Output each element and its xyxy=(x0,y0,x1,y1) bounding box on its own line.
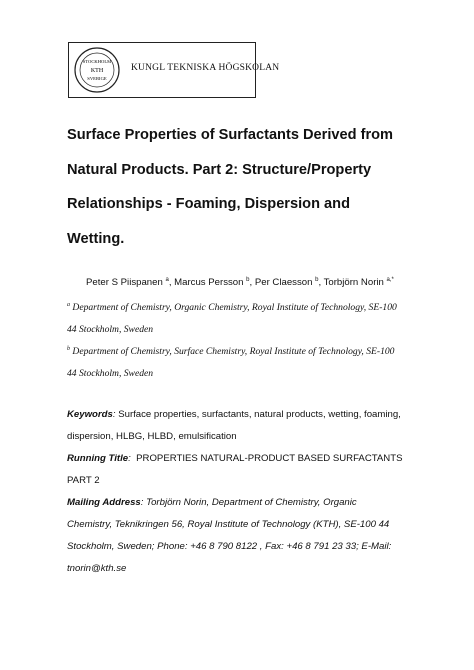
title-line: Relationships - Foaming, Dispersion and xyxy=(67,196,350,212)
mailing-address-text: Torbjörn Norin, Department of Chemistry, Organic xyxy=(146,497,357,508)
affiliation-a xyxy=(67,297,417,341)
author-name: Torbjörn Norin xyxy=(323,277,384,288)
mailing-address-section: Mailing Address: Torbjörn Norin, Department of Chemistry, Organic Chemistry, Teknikringen 56, Royal Institute of Technology (KTH), SE-100 44 Stockholm, Sweden; Phone: +46 8 790 8122 , Fax: +46 8 791 23 33; E-Mail: tnorin@kth.se xyxy=(67,492,427,580)
mailing-address-label: Mailing Address xyxy=(67,497,141,508)
affiliation-line: 44 Stockholm, Sweden xyxy=(67,324,154,335)
affiliation-line: Department of Chemistry, Surface Chemistry, Royal Institute of Technology, SE-100 xyxy=(72,346,395,357)
affiliation-line: Department of Chemistry, Organic Chemistry, Royal Institute of Technology, SE-100 xyxy=(72,302,397,313)
paper-title xyxy=(67,118,427,256)
university-logo xyxy=(68,42,280,98)
keywords-text: Surface properties, surfactants, natural products, wetting, foaming, xyxy=(118,409,401,420)
keywords-text: dispersion, HLBG, HLBD, emulsification xyxy=(67,431,237,442)
author-name: Per Claesson xyxy=(254,277,313,288)
seal-text-top: STOCKHOLM xyxy=(82,59,112,64)
title-line: Surface Properties of Surfactants Derived from xyxy=(67,127,394,143)
author-list: Peter S Piispanen $^a$, Marcus Persson $^b$, Per Claesson $^b$, Torbjörn Norin $^{a,*}$ xyxy=(86,276,394,288)
affiliation-sup: b xyxy=(67,345,70,352)
author-sup: b xyxy=(315,276,319,283)
running-title-text: PROPERTIES NATURAL-PRODUCT BASED SURFACTANTS xyxy=(136,453,403,464)
keywords-section: Keywords: Surface properties, surfactants, natural products, wetting, foaming, dispersion, HLBG, HLBD, emulsification xyxy=(67,404,427,448)
author-sup: b xyxy=(246,276,250,283)
affiliation-sup: a xyxy=(67,301,70,308)
author-name: Peter S Piispanen xyxy=(86,277,163,288)
mailing-address-text: Stockholm, Sweden; Phone: +46 8 790 8122 , Fax: +46 8 791 23 33; E-Mail: xyxy=(67,541,392,552)
mailing-address-text: Chemistry, Teknikringen 56, Royal Institute of Technology (KTH), SE-100 44 xyxy=(67,519,390,530)
logo-name: KUNGL TEKNISKA HÖGSKOLAN xyxy=(131,63,280,73)
email-link[interactable]: tnorin@kth.se xyxy=(67,563,127,574)
affiliation-line: 44 Stockholm, Sweden xyxy=(67,368,154,379)
seal-text-mid: KTH xyxy=(90,68,104,74)
seal-emblem xyxy=(73,46,121,94)
keywords-label: Keywords xyxy=(67,409,113,420)
author-sup: a xyxy=(165,276,169,283)
affiliation-b xyxy=(67,341,417,385)
author-name: Marcus Persson xyxy=(174,277,244,288)
running-title-text: PART 2 xyxy=(67,475,100,486)
running-title-label: Running Title xyxy=(67,453,129,464)
seal-text-bottom: SVERIGE xyxy=(87,76,107,81)
running-title-section: Running Title: PROPERTIES NATURAL-PRODUCT BASED SURFACTANTS PART 2 xyxy=(67,448,427,492)
author-sup: a,* xyxy=(386,276,394,283)
title-line: Wetting. xyxy=(67,230,125,247)
title-line: Natural Products. Part 2: Structure/Property xyxy=(67,161,372,178)
